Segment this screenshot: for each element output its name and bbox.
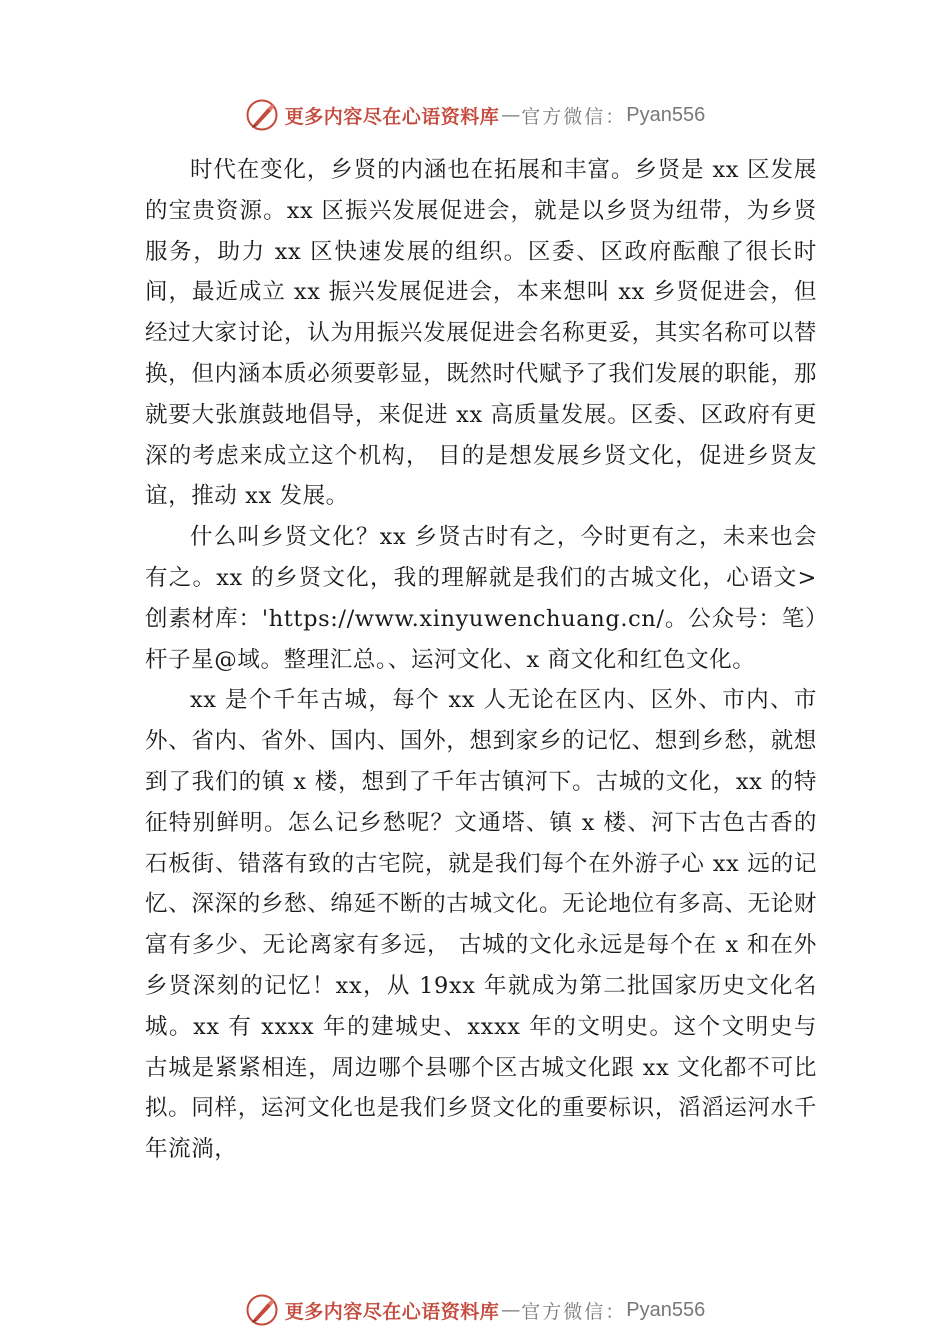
brand-text: 更多内容尽在心语资料库 — [284, 105, 500, 128]
paragraph-3: xx 是个千年古城，每个 xx 人无论在区内、区外、市内、市外、省内、省外、国内、国外，想到家乡的记忆、想到乡愁，就想到了我们的镇 x 楼，想到了千年古镇河下。古城的文化，xx 的特征特别鲜明。怎么记乡愁呢？文通塔、镇 x 楼、河下古色古香的石板街、错落有致的古宅院，就是我们每个在外游子心 xx 远的记忆、深深的乡愁、绵延不断的古城文化。无论地位有多高、无论财富有多少、无论离家有多远， 古城的文化永远是每个在 x 和在外乡贤深刻的记忆！xx，从 19xx 年就成为第二批国家历史文化名城。xx 有 xxxx 年的建城史、xxxx 年的文明史。这个文明史与古城是紧紧相连，周边哪个县哪个区古城文化跟 xx 文化都不可比拟。同样，运河文化也是我们乡贤文化的重要标识，滔滔运河水千年流淌， — [145, 687, 817, 1163]
separator: — — [501, 104, 520, 126]
brand-text: 更多内容尽在心语资料库 — [284, 1300, 500, 1323]
wechat-label: 官方微信： — [521, 105, 627, 128]
header-banner — [0, 95, 950, 135]
pen-logo-icon — [245, 1293, 279, 1327]
footer-banner — [0, 1290, 950, 1330]
wechat-id: Pyan556 — [626, 103, 706, 126]
wechat-id: Pyan556 — [626, 1298, 706, 1321]
paragraph-2: 什么叫乡贤文化？xx 乡贤古时有之，今时更有之，未来也会有之。xx 的乡贤文化，我的理解就是我们的古城文化，心语文>创素材库：'https://www.xinyuwenchuang.cn/。公众号：笔）杆子星@域。整理汇总。、运河文化、x 商文化和红色文化。 — [145, 524, 817, 673]
wechat-label: 官方微信： — [521, 1300, 627, 1323]
separator: — — [501, 1299, 520, 1321]
paragraph-1: 时代在变化，乡贤的内涵也在拓展和丰富。乡贤是 xx 区发展的宝贵资源。xx 区振兴发展促进会，就是以乡贤为纽带，为乡贤服务，助力 xx 区快速发展的组织。区委、区政府酝酿了很长时间，最近成立 xx 振兴发展促进会，本来想叫 xx 乡贤促进会，但经过大家讨论，认为用振兴发展促进会名称更妥，其实名称可以替换，但内涵本质必须要彰显，既然时代赋予了我们发展的职能，那就要大张旗鼓地倡导，来促进 xx 高质量发展。区委、区政府有更深的考虑来成立这个机构， 目的是想发展乡贤文化，促进乡贤友谊，推动 xx 发展。 — [145, 157, 817, 510]
article-body — [145, 150, 817, 1170]
pen-logo-icon — [245, 98, 279, 132]
